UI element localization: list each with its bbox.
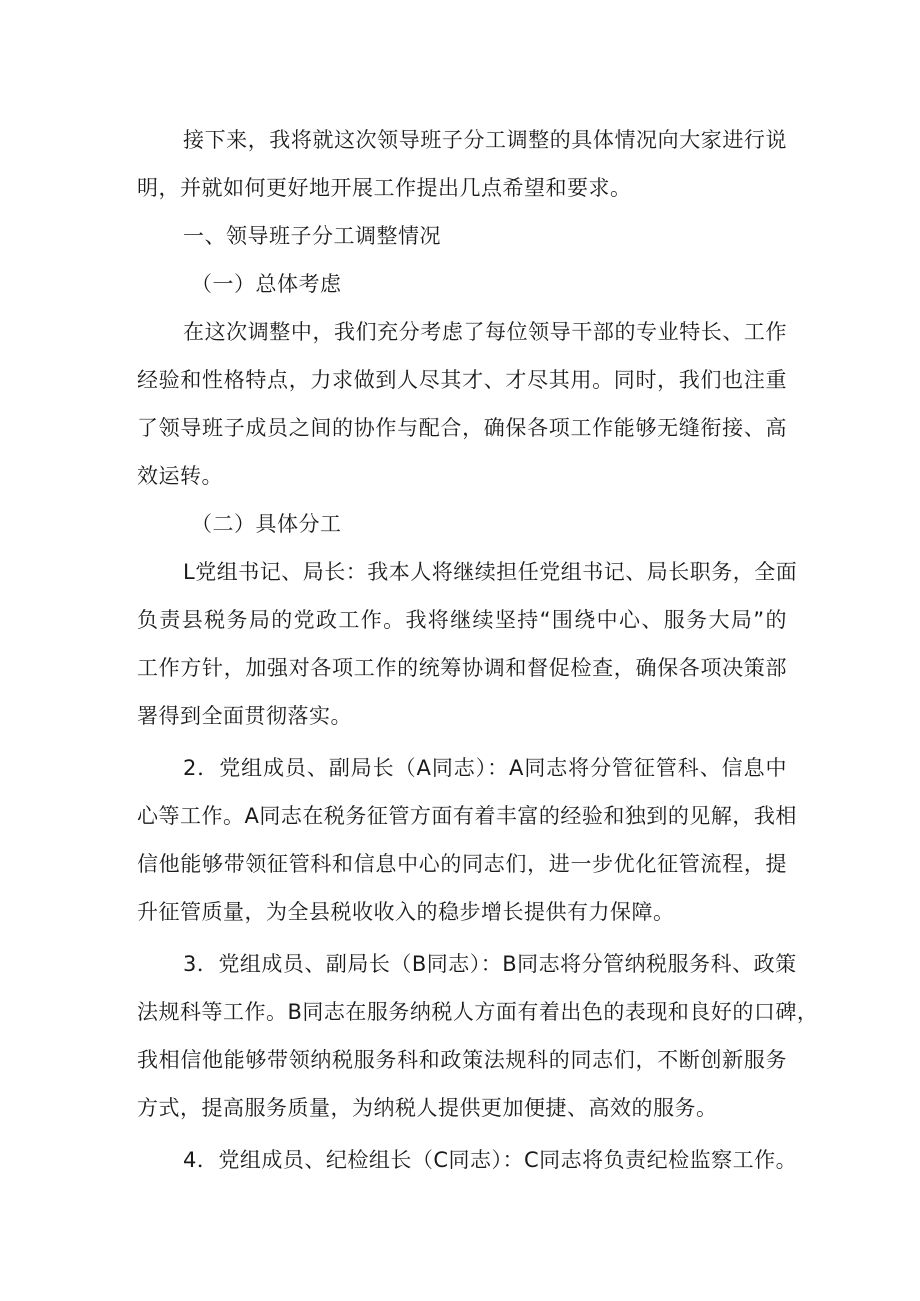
paragraph-line: 我相信他能够带领纳税服务科和政策法规科的同志们，不断创新服务	[137, 1048, 787, 1072]
paragraph-line: L党组书记、局长：我本人将继续担任党组书记、局长职务，全面	[183, 560, 798, 584]
paragraph-line: 负责县税务局的党政工作。我将继续坚持“围绕中心、服务大局”的	[137, 608, 787, 632]
paragraph-line: 了领导班子成员之间的协作与配合，确保各项工作能够无缝衔接、高	[137, 416, 787, 440]
paragraph-line: 2．党组成员、副局长（A同志）：A同志将分管征管科、信息中	[183, 756, 787, 780]
paragraph-line: 方式，提高服务质量，为纳税人提供更加便捷、高效的服务。	[137, 1096, 718, 1120]
subsection-heading: （一）总体考虑	[191, 272, 342, 296]
section-heading: 一、领导班子分工调整情况	[183, 224, 441, 248]
paragraph-line: 工作方针，加强对各项工作的统筹协调和督促检查，确保各项决策部	[137, 656, 787, 680]
paragraph-line: 升征管质量，为全县税收收入的稳步增长提供有力保障。	[137, 900, 675, 924]
paragraph-line: 4．党组成员、纪检组长（C同志）：C同志将负责纪检监察工作。	[183, 1148, 798, 1172]
paragraph-line: 经验和性格特点，力求做到人尽其才、才尽其用。同时，我们也注重	[137, 368, 787, 392]
paragraph-line: 信他能够带领征管科和信息中心的同志们，进一步优化征管流程，提	[137, 852, 787, 876]
paragraph-line: 在这次调整中，我们充分考虑了每位领导干部的专业特长、工作	[183, 320, 787, 344]
paragraph-line: 明，并就如何更好地开展工作提出几点希望和要求。	[137, 176, 632, 200]
paragraph-line: 接下来，我将就这次领导班子分工调整的具体情况向大家进行说	[183, 128, 787, 152]
paragraph-line: 法规科等工作。B同志在服务纳税人方面有着出色的表现和良好的口碑，	[137, 1000, 819, 1024]
subsection-heading: （二）具体分工	[191, 512, 342, 536]
paragraph-line: 心等工作。A同志在税务征管方面有着丰富的经验和独到的见解，我相	[137, 804, 797, 828]
paragraph-line: 署得到全面贯彻落实。	[137, 704, 352, 728]
paragraph-line: 3．党组成员、副局长（B同志）：B同志将分管纳税服务科、政策	[183, 952, 797, 976]
paragraph-line: 效运转。	[137, 464, 223, 488]
